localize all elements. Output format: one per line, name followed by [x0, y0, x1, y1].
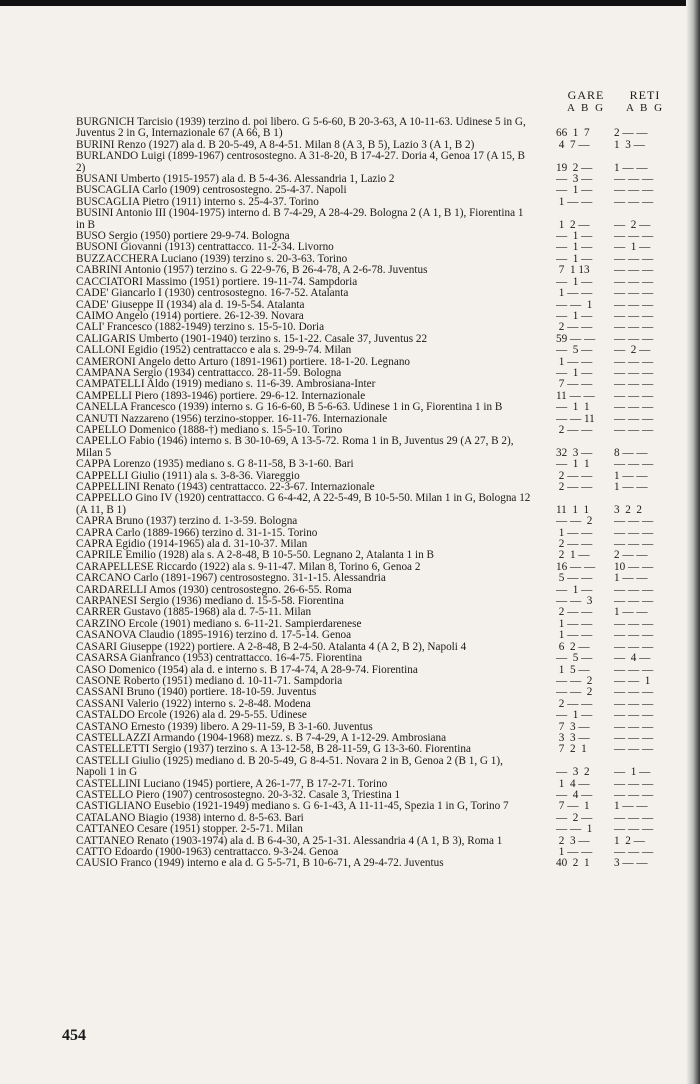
player-entry-stats	[556, 482, 674, 493]
reti-value: — — —	[614, 515, 654, 528]
reti-value: — — —	[614, 287, 654, 300]
player-entry	[76, 402, 674, 413]
player-entry-stats	[556, 197, 674, 208]
player-entry-stats	[556, 459, 674, 470]
player-entry-text: BUSCAGLIA Carlo (1909) centrosostegno. 25-4-37. Napoli	[76, 184, 347, 197]
player-entry-text: BUSONI Giovanni (1913) centrattacco. 11-2-34. Livorno	[76, 241, 334, 254]
player-entry-text: CASSANI Bruno (1940) portiere. 18-10-59. Juventus	[76, 686, 317, 699]
player-entry-text: CASARI Giuseppe (1922) portiere. A 2-8-48, B 2-4-50. Atalanta 4 (A 2, B 2), Napoli 4	[76, 640, 467, 653]
reti-value: — 2 —	[614, 344, 651, 357]
player-entry	[76, 322, 674, 333]
gare-value: 4 7 —	[556, 138, 590, 151]
player-entry-text: CASARSA Gianfranco (1953) centrattacco. 16-4-75. Fiorentina	[76, 652, 363, 665]
player-entry-text: CADE' Giuseppe II (1934) ala d. 19-5-54. Atalanta	[76, 298, 305, 311]
player-entry-text: CASSANI Valerio (1922) interno s. 2-8-48. Modena	[76, 697, 311, 710]
player-entry-text: BURLANDO Luigi (1899-1967) centrosostegno. A 31-8-20, B 17-4-27. Doria 4, Genoa 17 (A 15, B 2)	[76, 150, 526, 174]
reti-value: — — —	[614, 788, 654, 801]
reti-value: 3 2 2	[614, 503, 642, 516]
reti-value: 8 — —	[614, 446, 648, 459]
gare-value: — 1 —	[556, 230, 593, 243]
page-number: 454	[62, 1027, 86, 1044]
player-entry-text: BUZZACCHERA Luciano (1939) terzino s. 20-3-63. Torino	[76, 252, 348, 265]
player-entry	[76, 493, 674, 516]
gare-value: 16 — —	[556, 560, 596, 573]
gare-value: 40 2 1	[556, 857, 590, 870]
gare-value: 1 — —	[556, 629, 593, 642]
reti-value: — — —	[614, 332, 654, 345]
reti-value: — — —	[614, 423, 654, 436]
player-entry-text: CALIGARIS Umberto (1901-1940) terzino s. 15-1-22. Casale 37, Juventus 22	[76, 332, 428, 345]
player-entry	[76, 208, 674, 231]
player-entry-stats	[556, 858, 674, 869]
player-entry-text: CARCANO Carlo (1891-1967) centrosostegno. 31-1-15. Alessandria	[76, 572, 386, 585]
gare-value: — — 11	[556, 412, 595, 425]
reti-value: — — —	[614, 720, 654, 733]
player-entry	[76, 653, 674, 664]
reti-value: 1 — —	[614, 469, 648, 482]
reti-value: — — —	[614, 731, 654, 744]
reti-header-label: RETI	[629, 88, 661, 102]
gare-value: — 1 —	[556, 252, 593, 265]
player-entry-text: CAPRA Bruno (1937) terzino d. 1-3-59. Bologna	[76, 515, 298, 528]
player-entry-stats	[556, 345, 674, 356]
reti-value: — — —	[614, 275, 654, 288]
reti-value: 1 2 —	[614, 834, 645, 847]
reti-value: — 2 —	[614, 218, 651, 231]
reti-value: — — —	[614, 686, 654, 699]
reti-value: 10 — —	[614, 560, 654, 573]
reti-value: — — —	[614, 595, 654, 608]
player-entry-text: CASTELLINI Luciano (1945) portiere, A 26-1-77, B 17-2-71. Torino	[76, 777, 388, 790]
player-entry	[76, 710, 674, 721]
reti-value: — — —	[614, 195, 654, 208]
reti-value: — — —	[614, 252, 654, 265]
gare-value: — 4 —	[556, 788, 593, 801]
gare-value: 6 2 —	[556, 640, 590, 653]
reti-value: 1 — —	[614, 481, 648, 493]
player-entry-stats	[556, 824, 674, 835]
gare-value: 7 3 —	[556, 720, 590, 733]
gare-value: 11 1 1	[556, 503, 590, 516]
gare-value: 7 2 1	[556, 743, 587, 756]
player-entry-text: CAMERONI Angelo detto Arturo (1891-1961) portiere. 18-1-20. Legnano	[76, 355, 411, 368]
reti-value: — — —	[614, 412, 654, 425]
player-entry-text: CAPRA Egidio (1914-1965) ala d. 31-10-37. Milan	[76, 538, 308, 551]
player-entry	[76, 858, 674, 869]
gare-header-label: GARE	[567, 88, 605, 102]
player-entry-text: CAMPELLI Piero (1893-1946) portiere. 29-6-12. Internazionale	[76, 389, 366, 402]
reti-value: — — 1	[614, 674, 651, 687]
gare-value: 2 — —	[556, 423, 593, 436]
player-entry-text: CAPELLO Domenico (1888-†) mediano s. 15-5-10. Torino	[76, 423, 343, 436]
gare-value: — 1 1	[556, 401, 590, 414]
player-entry	[76, 436, 674, 459]
player-entry	[76, 459, 674, 470]
gare-value: — 1 —	[556, 184, 593, 197]
player-entry-text: CAPPELLINI Renato (1943) centrattacco. 22-3-67. Internazionale	[76, 481, 375, 493]
player-entry-text: CATTANEO Renato (1903-1974) ala d. B 6-4-30, A 25-1-31. Alessandria 4 (A 1, B 3), Roma 1	[76, 834, 503, 847]
gare-value: 19 2 —	[556, 161, 593, 174]
scan-top-edge	[0, 0, 700, 6]
gare-value: — — 1	[556, 823, 593, 836]
reti-value: — — —	[614, 366, 654, 379]
reti-column-header	[616, 88, 674, 114]
player-entry-stats	[556, 744, 674, 755]
player-entry-text: CASANOVA Claudio (1895-1916) terzino d. 17-5-14. Genoa	[76, 629, 352, 642]
player-entry	[76, 824, 674, 835]
reti-value: — — —	[614, 321, 654, 334]
player-entry-text: CASONE Roberto (1951) mediano d. 10-11-71. Sampdoria	[76, 674, 343, 687]
reti-value: — — —	[614, 184, 654, 197]
gare-value: — 3 —	[556, 173, 593, 186]
player-entry-text: CATTO Edoardo (1900-1963) centrattacco. 9-3-24. Genoa	[76, 846, 339, 858]
gare-value: — 1 —	[556, 709, 593, 722]
reti-value: 2 — —	[614, 549, 648, 562]
player-entry-text: CATTANEO Cesare (1951) stopper. 2-5-71. Milan	[76, 823, 303, 836]
player-entry-text: CATALANO Biagio (1938) interno d. 8-5-63. Bari	[76, 811, 304, 824]
player-entry	[76, 687, 674, 698]
player-entries-list	[76, 117, 674, 870]
gare-value: 66 1 7	[556, 127, 590, 140]
reti-value: 1 — —	[614, 572, 648, 585]
player-entry-text: CAPELLO Fabio (1946) interno s. B 30-10-69, A 13-5-72. Roma 1 in B, Juventus 29 (A 27, B 2), Milan 5	[76, 435, 514, 459]
gare-value: 2 3 —	[556, 834, 590, 847]
player-entry-stats	[556, 630, 674, 641]
player-entry	[76, 117, 674, 140]
gare-value: 59 — —	[556, 332, 596, 345]
gare-value: 5 — —	[556, 572, 593, 585]
reti-value: 1 3 —	[614, 138, 645, 151]
player-entry	[76, 516, 674, 527]
gare-value: 2 — —	[556, 538, 593, 551]
gare-subheader: A B G	[566, 102, 606, 114]
gare-value: — 1 —	[556, 583, 593, 596]
player-entry-text: CAPPELLI Giulio (1911) ala s. 3-8-36. Viareggio	[76, 469, 300, 482]
gare-value: — 3 2	[556, 766, 590, 779]
player-entry-text: CADE' Giancarlo I (1930) centrosostegno. 16-7-52. Atalanta	[76, 287, 349, 300]
player-entry	[76, 288, 674, 299]
reti-value: — — —	[614, 298, 654, 311]
player-entry	[76, 151, 674, 174]
reti-value: — — —	[614, 777, 654, 790]
player-entry-text: CASTALDO Ercole (1926) ala d. 29-5-55. Udinese	[76, 709, 307, 722]
gare-value: — 1 —	[556, 275, 593, 288]
player-entry-stats	[556, 687, 674, 698]
player-entry-stats	[556, 767, 674, 778]
gare-value: 7 — —	[556, 378, 593, 391]
gare-value: 32 3 —	[556, 446, 593, 459]
player-entry-stats	[556, 288, 674, 299]
reti-value: — — —	[614, 401, 654, 414]
player-entry-text: CAPPELLO Gino IV (1920) centrattacco. G 6-4-42, A 22-5-49, B 10-5-50. Milan 1 in G, Bologna 12 (A 11, B 1)	[76, 492, 531, 516]
gare-value: — 1 —	[556, 309, 593, 322]
reti-value: — — —	[614, 846, 654, 858]
gare-value: 1 — —	[556, 195, 593, 208]
player-entry-text: CALLONI Egidio (1952) centrattacco e ala s. 29-9-74. Milan	[76, 344, 352, 357]
player-entry-text: CARRER Gustavo (1885-1968) ala d. 7-5-11. Milan	[76, 606, 312, 619]
gare-value: 1 — —	[556, 355, 593, 368]
reti-value: — — —	[614, 811, 654, 824]
gare-value: 2 — —	[556, 697, 593, 710]
player-entry-text: CAPPA Lorenzo (1935) mediano s. G 8-11-58, B 3-1-60. Bari	[76, 458, 354, 471]
player-entry-text: BURINI Renzo (1927) ala d. B 20-5-49, A 8-4-51. Milan 8 (A 3, B 5), Lazio 3 (A 1, B 2)	[76, 138, 475, 151]
reti-value: — — —	[614, 173, 654, 186]
reti-value: — — —	[614, 640, 654, 653]
reti-value: — — —	[614, 264, 654, 277]
player-entry-text: BUSINI Antonio III (1904-1975) interno d. B 7-4-29, A 28-4-29. Bologna 2 (A 1, B 1), Fiorentina 1 in B	[76, 207, 524, 231]
player-entry-text: CALI' Francesco (1882-1949) terzino s. 15-5-10. Doria	[76, 321, 325, 334]
gare-value: 2 — —	[556, 606, 593, 619]
reti-value: — — —	[614, 629, 654, 642]
gare-value: — 5 —	[556, 344, 593, 357]
reti-subheader: A B G	[625, 102, 665, 114]
gare-value: — — 2	[556, 686, 593, 699]
gare-value: — 5 —	[556, 652, 593, 665]
reti-value: — — —	[614, 743, 654, 756]
player-entry-text: CANELLA Francesco (1939) interno s. G 16-6-60, B 5-6-63. Udinese 1 in G, Fiorentina 1 in B	[76, 401, 503, 414]
reti-value: — — —	[614, 355, 654, 368]
player-entry-stats	[556, 265, 674, 276]
player-entry-stats	[556, 516, 674, 527]
player-entry-text: CAPRA Carlo (1889-1966) terzino d. 31-1-15. Torino	[76, 526, 318, 539]
gare-value: — — 2	[556, 674, 593, 687]
player-entry-text: BUSANI Umberto (1915-1957) ala d. B 5-4-36. Alessandria 1, Lazio 2	[76, 173, 395, 186]
gare-value: 1 2 —	[556, 218, 590, 231]
player-entry	[76, 265, 674, 276]
gare-value: 11 — —	[556, 389, 595, 402]
reti-value: — — —	[614, 823, 654, 836]
reti-value: — — —	[614, 230, 654, 243]
scan-right-edge	[686, 0, 700, 1084]
gare-value: 2 — —	[556, 469, 593, 482]
gare-value: — 1 1	[556, 458, 590, 471]
reti-value: 1 — —	[614, 161, 648, 174]
player-entry-text: BUSCAGLIA Pietro (1911) interno s. 25-4-37. Torino	[76, 195, 319, 208]
gare-value: 1 — —	[556, 846, 593, 858]
gare-value: — 2 —	[556, 811, 593, 824]
gare-value: — — 1	[556, 298, 593, 311]
reti-value: 3 — —	[614, 857, 648, 870]
player-entry-stats	[556, 322, 674, 333]
player-entry-text: CASTELLO Piero (1907) centrosostegno. 20-3-32. Casale 3, Triestina 1	[76, 788, 401, 801]
reti-value: 1 — —	[614, 606, 648, 619]
reti-value: — — —	[614, 709, 654, 722]
gare-column-header	[556, 88, 616, 114]
player-entry-stats	[556, 402, 674, 413]
player-entry-text: CASTELLETTI Sergio (1937) terzino s. A 13-12-58, B 28-11-59, G 13-3-60. Fiorentina	[76, 743, 471, 756]
player-entry	[76, 756, 674, 779]
gare-value: 1 4 —	[556, 777, 590, 790]
player-entry	[76, 345, 674, 356]
reti-value: — — —	[614, 389, 654, 402]
player-entry	[76, 630, 674, 641]
gare-value: — — 2	[556, 515, 593, 528]
reti-value: — 4 —	[614, 652, 651, 665]
player-entry-text: CASTELLI Giulio (1925) mediano d. B 20-5-49, G 8-4-51. Novara 2 in B, Genoa 2 (B 1, G 1), Napoli 1 in G	[76, 754, 503, 779]
gare-value: — 1 —	[556, 366, 593, 379]
player-entry-text: BURGNICH Tarcisio (1939) terzino d. poi libero. G 5-6-60, B 20-3-63, A 10-11-63. Udinese 5 in G, Juventus 2 in G, Internazionale 67 (A 66, B 1)	[76, 116, 526, 140]
player-entry-text: CARPANESI Sergio (1936) mediano d. 15-5-58. Fiorentina	[76, 595, 344, 608]
player-entry-stats	[556, 425, 674, 436]
reti-value: — — —	[614, 526, 654, 539]
reti-value: — 1 —	[614, 241, 651, 254]
player-entry-text: CASTELLAZZI Armando (1904-1968) mezz. s. B 7-4-29, A 1-12-29. Ambrosiana	[76, 731, 447, 744]
gare-value: 1 5 —	[556, 663, 590, 676]
gare-value: 7 1 13	[556, 264, 590, 277]
reti-value: — — —	[614, 309, 654, 322]
gare-value: 1 — —	[556, 617, 593, 630]
player-entry-text: CACCIATORI Massimo (1951) portiere. 19-11-74. Sampdoria	[76, 275, 358, 288]
player-entry-text: CARDARELLI Amos (1930) centrosostegno. 26-6-55. Roma	[76, 583, 352, 596]
player-entry-stats	[556, 653, 674, 664]
player-entry-text: CABRINI Antonio (1957) terzino s. G 22-9-76, B 26-4-78, A 2-6-78. Juventus	[76, 264, 428, 277]
player-entry-text: CAIMO Angelo (1914) portiere. 26-12-39. Novara	[76, 309, 304, 322]
gare-value: 2 — —	[556, 321, 593, 334]
gare-value: 7 — 1	[556, 800, 590, 813]
player-entry-text: CASTANO Ernesto (1939) libero. A 29-11-59, B 3-1-60. Juventus	[76, 720, 373, 733]
gare-value: 2 — —	[556, 481, 593, 493]
player-entry-text: CAUSIO Franco (1949) interno e ala d. G 5-5-71, B 10-6-71, A 29-4-72. Juventus	[76, 857, 444, 870]
player-entry-text: CASTIGLIANO Eusebio (1921-1949) mediano s. G 6-1-43, A 11-11-45, Spezia 1 in G, Torino 7	[76, 800, 509, 813]
reti-value: — — —	[614, 378, 654, 391]
reti-value: — — —	[614, 663, 654, 676]
player-entry-text: CARZINO Ercole (1901) mediano s. 6-11-21. Sampierdarenese	[76, 617, 362, 630]
gare-value: 2 1 —	[556, 549, 590, 562]
reti-value: 1 — —	[614, 800, 648, 813]
reti-value: — — —	[614, 538, 654, 551]
player-entry-text: CARAPELLESE Riccardo (1922) ala s. 9-11-47. Milan 8, Torino 6, Genoa 2	[76, 560, 421, 573]
reti-value: — — —	[614, 583, 654, 596]
gare-value: 1 — —	[556, 526, 593, 539]
player-entry-text: CASO Domenico (1954) ala d. e interno s. B 17-4-74, A 28-9-74. Fiorentina	[76, 663, 418, 676]
reti-value: — — —	[614, 617, 654, 630]
player-entry-stats	[556, 140, 674, 151]
player-entry-text: CAPRILE Emilio (1928) ala s. A 2-8-48, B 10-5-50. Legnano 2, Atalanta 1 in B	[76, 549, 434, 562]
gare-value: 3 3 —	[556, 731, 590, 744]
player-entry-stats	[556, 573, 674, 584]
gare-value: 1 — —	[556, 287, 593, 300]
reti-value: — 1 —	[614, 766, 651, 779]
reti-value: 2 — —	[614, 127, 648, 140]
reti-value: — — —	[614, 697, 654, 710]
gare-value: — — 3	[556, 595, 593, 608]
player-entry-stats	[556, 710, 674, 721]
reti-value: — — —	[614, 458, 654, 471]
player-entry-text: CAMPATELLI Aldo (1919) mediano s. 11-6-39. Ambrosiana-Inter	[76, 378, 376, 391]
player-entry-text: CAMPANA Sergio (1934) centrattacco. 28-11-59. Bologna	[76, 366, 342, 379]
gare-value: — 1 —	[556, 241, 593, 254]
player-entry-text: CANUTI Nazzareno (1956) terzino-stopper. 16-11-76. Internazionale	[76, 412, 388, 425]
player-entry	[76, 573, 674, 584]
player-entry-text: BUSO Sergio (1950) portiere 29-9-74. Bologna	[76, 230, 290, 243]
